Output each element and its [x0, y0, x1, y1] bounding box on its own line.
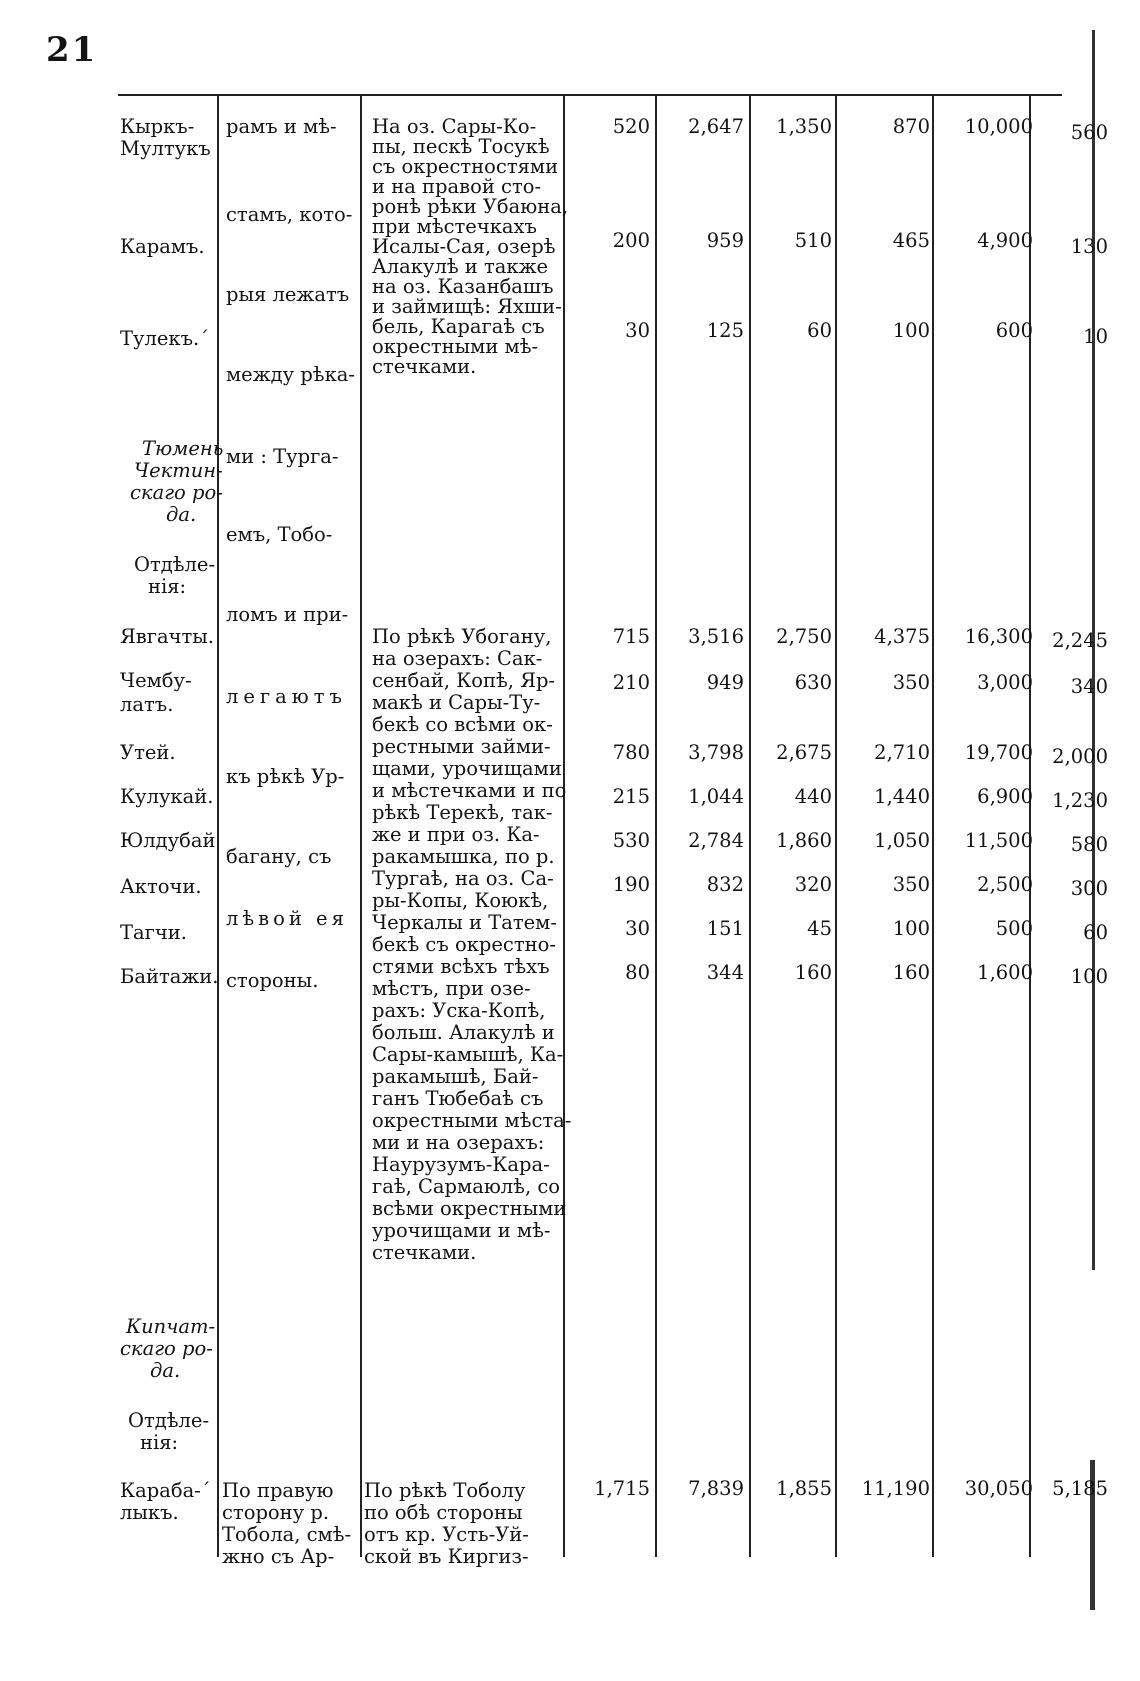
pasture-text: пы, пескѣ Тосукѣ: [372, 135, 550, 158]
row-name: Мултукъ: [120, 137, 211, 160]
number-cell: 870: [892, 115, 930, 138]
number-cell: 190: [612, 873, 650, 896]
row-name: Байтажи.: [120, 965, 219, 988]
row-name: Утей.: [120, 741, 176, 764]
group-title-line: да.: [150, 1359, 181, 1382]
number-cell: 300: [1070, 877, 1108, 900]
number-cell: 10: [1083, 325, 1108, 348]
row-name: Юлдубай: [120, 829, 216, 852]
number-cell: 16,300: [964, 625, 1033, 648]
location-text: По правую: [222, 1479, 334, 1502]
pasture-text: ганъ Тюбебаѣ съ: [372, 1087, 544, 1110]
pasture-text: Тургаѣ, на оз. Са-: [372, 867, 554, 890]
number-cell: 715: [612, 625, 650, 648]
number-cell: 19,700: [964, 741, 1033, 764]
pasture-text: бекѣ со всѣми ок-: [372, 713, 553, 736]
pasture-text: ми и на озерахъ:: [372, 1131, 545, 1154]
location-text: лѣвой ея: [226, 907, 348, 930]
pasture-text: рѣкѣ Терекѣ, так-: [372, 801, 553, 824]
pasture-text: ракамышѣ, Бай-: [372, 1065, 539, 1088]
pasture-text: окрестными мѣста-: [372, 1109, 572, 1132]
number-cell: 560: [1070, 121, 1108, 144]
location-text: емъ, Тобо-: [226, 523, 333, 546]
location-text: жно съ Ар-: [222, 1545, 335, 1568]
row-name: лыкъ.: [120, 1501, 179, 1524]
number-cell: 4,900: [977, 229, 1033, 252]
pasture-text: и займищѣ: Яхши-: [372, 295, 562, 318]
pasture-text: Исалы-Сая, озерѣ: [372, 235, 556, 258]
number-cell: 100: [892, 917, 930, 940]
number-cell: 60: [807, 319, 832, 342]
number-cell: 1,350: [776, 115, 832, 138]
number-cell: 200: [612, 229, 650, 252]
number-cell: 160: [892, 961, 930, 984]
pasture-text: Наурузумъ-Кара-: [372, 1153, 550, 1176]
number-cell: 7,839: [688, 1477, 744, 1500]
pasture-text: и мѣстечками и по: [372, 779, 567, 802]
number-cell: 10,000: [964, 115, 1033, 138]
number-cell: 630: [794, 671, 832, 694]
number-cell: 465: [892, 229, 930, 252]
pasture-text: урочищами и мѣ-: [372, 1219, 551, 1242]
row-name: Акточи.: [120, 875, 202, 898]
pasture-text: По рѣкѣ Тоболу: [364, 1479, 526, 1502]
number-cell: 3,798: [688, 741, 744, 764]
pasture-text: ской въ Киргиз-: [364, 1545, 529, 1568]
number-cell: 2,750: [776, 625, 832, 648]
location-text: багану, съ: [226, 845, 332, 868]
number-cell: 11,500: [964, 829, 1033, 852]
pasture-text: бекѣ съ окрестно-: [372, 933, 556, 956]
number-cell: 2,500: [977, 873, 1033, 896]
number-cell: 2,784: [688, 829, 744, 852]
pasture-text: Черкалы и Татем-: [372, 911, 557, 934]
pasture-text: ры-Копы, Коюкѣ,: [372, 889, 549, 912]
pasture-text: сенбай, Копѣ, Яр-: [372, 669, 556, 692]
number-cell: 1,860: [776, 829, 832, 852]
number-cell: 2,245: [1052, 629, 1108, 652]
row-name: латъ.: [120, 693, 174, 716]
number-cell: 510: [794, 229, 832, 252]
number-cell: 30,050: [964, 1477, 1033, 1500]
pasture-text: и на правой сто-: [372, 175, 542, 198]
number-cell: 780: [612, 741, 650, 764]
pasture-text: же и при оз. Ка-: [372, 823, 540, 846]
number-cell: 210: [612, 671, 650, 694]
number-cell: 30: [625, 917, 650, 940]
number-cell: 2,000: [1052, 745, 1108, 768]
number-cell: 1,855: [776, 1477, 832, 1500]
group-title-line: Кипчат-: [126, 1315, 216, 1338]
number-cell: 151: [706, 917, 744, 940]
location-text: между рѣка-: [226, 363, 355, 386]
number-cell: 600: [995, 319, 1033, 342]
number-cell: 5,185: [1052, 1477, 1108, 1500]
number-cell: 3,516: [688, 625, 744, 648]
number-cell: 125: [706, 319, 744, 342]
number-cell: 949: [706, 671, 744, 694]
page-number: 21: [46, 30, 98, 70]
row-name: Кулукай.: [120, 785, 214, 808]
number-cell: 320: [794, 873, 832, 896]
row-name: Тулекъ.´: [120, 327, 209, 350]
number-cell: 500: [995, 917, 1033, 940]
col-rule-1: [217, 95, 219, 1557]
group-title-line: Чектин-: [134, 459, 223, 482]
pasture-text: мѣстъ, при озе-: [372, 977, 531, 1000]
pasture-text: Алакулѣ и также: [372, 255, 549, 278]
col-rule-3: [563, 95, 565, 1557]
table-top-rule: [118, 94, 1062, 96]
pasture-text: рестными займи-: [372, 735, 551, 758]
number-cell: 1,715: [594, 1477, 650, 1500]
pasture-text: окрестными мѣ-: [372, 335, 539, 358]
group-title-line: скаго ро-: [130, 481, 223, 504]
location-text: рамъ и мѣ-: [226, 115, 337, 138]
location-text: къ рѣкѣ Ур-: [226, 765, 345, 788]
pasture-text: гаѣ, Сармаюлѣ, со: [372, 1175, 561, 1198]
pasture-text: ронѣ рѣки Убаюна,: [372, 195, 569, 218]
number-cell: 80: [625, 961, 650, 984]
pasture-text: По рѣкѣ Убогану,: [372, 625, 552, 648]
col-rule-8: [1029, 95, 1031, 1557]
location-text: ломъ и при-: [226, 603, 349, 626]
number-cell: 344: [706, 961, 744, 984]
pasture-text: отъ кр. Усть-Уй-: [364, 1523, 529, 1546]
number-cell: 2,710: [874, 741, 930, 764]
pasture-text: макѣ и Сары-Ту-: [372, 691, 541, 714]
group-title-line: да.: [166, 503, 197, 526]
pasture-text: на оз. Казанбашъ: [372, 275, 554, 298]
location-text: стороны.: [226, 969, 319, 992]
number-cell: 215: [612, 785, 650, 808]
col-rule-4: [655, 95, 657, 1557]
pasture-text: ракамышка, по р.: [372, 845, 555, 868]
number-cell: 4,375: [874, 625, 930, 648]
number-cell: 520: [612, 115, 650, 138]
subdivision-label: Отдѣле-: [134, 553, 216, 576]
number-cell: 832: [706, 873, 744, 896]
number-cell: 1,440: [874, 785, 930, 808]
location-text: ми : Турга-: [226, 445, 339, 468]
number-cell: 1,044: [688, 785, 744, 808]
number-cell: 340: [1070, 675, 1108, 698]
pasture-text: стечками.: [372, 1241, 477, 1264]
number-cell: 580: [1070, 833, 1108, 856]
location-text: легаютъ: [226, 685, 347, 708]
number-cell: 2,675: [776, 741, 832, 764]
location-text: стамъ, кото-: [226, 203, 353, 226]
location-text: сторону р.: [222, 1501, 330, 1524]
number-cell: 2,647: [688, 115, 744, 138]
pasture-text: На оз. Сары-Ко-: [372, 115, 537, 138]
number-cell: 1,050: [874, 829, 930, 852]
pasture-text: при мѣстечкахъ: [372, 215, 537, 238]
pasture-text: стями всѣхъ тѣхъ: [372, 955, 550, 978]
row-name: Караба-´: [120, 1479, 211, 1502]
pasture-text: Сары-камышѣ, Ка-: [372, 1043, 564, 1066]
pasture-text: щами, урочищами: [372, 757, 562, 780]
subdivision-label: нія:: [140, 1431, 179, 1454]
col-rule-5: [749, 95, 751, 1557]
subdivision-label: Отдѣле-: [128, 1409, 210, 1432]
row-name: Чембу-: [120, 669, 192, 692]
number-cell: 100: [1070, 965, 1108, 988]
number-cell: 530: [612, 829, 650, 852]
number-cell: 160: [794, 961, 832, 984]
row-name: Карамъ.: [120, 235, 205, 258]
number-cell: 11,190: [861, 1477, 930, 1500]
number-cell: 6,900: [977, 785, 1033, 808]
number-cell: 3,000: [977, 671, 1033, 694]
number-cell: 130: [1070, 235, 1108, 258]
subdivision-label: нія:: [148, 575, 187, 598]
group-title-line: Тюмень: [142, 437, 224, 460]
col-rule-6: [835, 95, 837, 1557]
number-cell: 100: [892, 319, 930, 342]
number-cell: 1,230: [1052, 789, 1108, 812]
location-text: Тобола, смѣ-: [222, 1523, 352, 1546]
pasture-text: рахъ: Уска-Копѣ,: [372, 999, 546, 1022]
number-cell: 30: [625, 319, 650, 342]
row-name: Тагчи.: [120, 921, 187, 944]
number-cell: 350: [892, 671, 930, 694]
number-cell: 350: [892, 873, 930, 896]
col-rule-2: [360, 95, 362, 1557]
number-cell: 60: [1083, 921, 1108, 944]
col-rule-7: [932, 95, 934, 1557]
number-cell: 440: [794, 785, 832, 808]
pasture-text: всѣми окрестными: [372, 1197, 567, 1220]
pasture-text: бель, Карагаѣ съ: [372, 315, 545, 338]
pasture-text: по обѣ стороны: [364, 1501, 523, 1524]
pasture-text: больш. Алакулѣ и: [372, 1021, 555, 1044]
pasture-text: стечками.: [372, 355, 477, 378]
row-name: Кыркъ-: [120, 115, 195, 138]
group-title-line: скаго ро-: [120, 1337, 213, 1360]
row-name: Явгачты.: [120, 625, 214, 648]
number-cell: 45: [807, 917, 832, 940]
number-cell: 959: [706, 229, 744, 252]
pasture-text: на озерахъ: Сак-: [372, 647, 543, 670]
location-text: рыя лежатъ: [226, 283, 350, 306]
pasture-text: съ окрестностями: [372, 155, 559, 178]
number-cell: 1,600: [977, 961, 1033, 984]
